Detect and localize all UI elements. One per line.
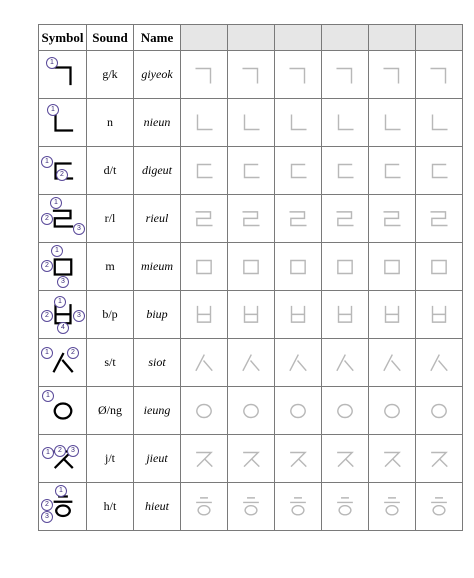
table-row — [39, 387, 463, 435]
trace-glyph — [379, 110, 405, 136]
header-blank — [228, 25, 275, 51]
trace-glyph — [285, 350, 311, 376]
trace-glyph — [332, 350, 358, 376]
trace-glyph — [379, 254, 405, 280]
stroke-order-badge: 3 — [73, 310, 85, 322]
trace-glyph — [191, 302, 217, 328]
stroke-order-badge: 4 — [57, 322, 69, 334]
symbol-cell — [39, 147, 87, 195]
trace-cell — [181, 99, 228, 147]
trace-cell — [322, 435, 369, 483]
trace-cell — [275, 51, 322, 99]
symbol-cell — [39, 291, 87, 339]
symbol-cell — [39, 243, 87, 291]
symbol-cell — [39, 99, 87, 147]
trace-glyph — [191, 254, 217, 280]
trace-glyph — [238, 350, 264, 376]
trace-glyph — [191, 158, 217, 184]
table-row — [39, 291, 463, 339]
trace-cell — [369, 195, 416, 243]
symbol-cell — [39, 195, 87, 243]
stroke-order-badge: 2 — [41, 213, 53, 225]
symbol-cell — [39, 339, 87, 387]
trace-cell — [181, 195, 228, 243]
trace-cell — [181, 243, 228, 291]
trace-cell — [416, 483, 463, 531]
name-cell: rieul — [134, 195, 181, 243]
name-cell: digeut — [134, 147, 181, 195]
trace-glyph — [191, 446, 217, 472]
stroke-order-badge: 2 — [54, 445, 66, 457]
stroke-order-badge: 1 — [41, 156, 53, 168]
trace-cell — [228, 51, 275, 99]
trace-glyph — [379, 350, 405, 376]
trace-glyph — [426, 62, 452, 88]
trace-glyph — [332, 494, 358, 520]
trace-cell — [369, 387, 416, 435]
table-row — [39, 435, 463, 483]
trace-glyph — [285, 302, 311, 328]
trace-glyph — [379, 62, 405, 88]
table-row — [39, 51, 463, 99]
trace-cell — [416, 195, 463, 243]
trace-cell — [275, 339, 322, 387]
trace-cell — [416, 243, 463, 291]
trace-glyph — [238, 206, 264, 232]
stroke-order-badge: 3 — [67, 445, 79, 457]
table-row — [39, 483, 463, 531]
trace-cell — [416, 435, 463, 483]
trace-glyph — [332, 110, 358, 136]
symbol-cell — [39, 387, 87, 435]
trace-glyph — [332, 254, 358, 280]
trace-glyph — [332, 62, 358, 88]
trace-glyph — [426, 158, 452, 184]
sound-cell: m — [87, 243, 134, 291]
trace-cell — [228, 99, 275, 147]
trace-glyph — [238, 110, 264, 136]
name-cell: hieut — [134, 483, 181, 531]
trace-cell — [181, 387, 228, 435]
trace-glyph — [191, 110, 217, 136]
table-row — [39, 99, 463, 147]
trace-glyph — [191, 398, 217, 424]
trace-glyph — [426, 446, 452, 472]
trace-cell — [369, 99, 416, 147]
trace-cell — [416, 51, 463, 99]
trace-glyph — [285, 206, 311, 232]
trace-cell — [275, 387, 322, 435]
trace-glyph — [191, 62, 217, 88]
trace-glyph — [332, 446, 358, 472]
trace-cell — [275, 195, 322, 243]
trace-glyph — [426, 254, 452, 280]
trace-cell — [181, 51, 228, 99]
sound-cell: h/t — [87, 483, 134, 531]
trace-cell — [228, 147, 275, 195]
header-blank — [181, 25, 228, 51]
stroke-order-badge: 1 — [42, 390, 54, 402]
sound-cell: g/k — [87, 51, 134, 99]
stroke-order-badge: 2 — [41, 310, 53, 322]
trace-cell — [181, 147, 228, 195]
sound-cell: n — [87, 99, 134, 147]
table-row — [39, 243, 463, 291]
trace-cell — [228, 483, 275, 531]
trace-glyph — [379, 494, 405, 520]
header-blank — [416, 25, 463, 51]
header-symbol: Symbol — [39, 25, 87, 51]
trace-glyph — [238, 158, 264, 184]
symbol-cell — [39, 483, 87, 531]
trace-cell — [228, 195, 275, 243]
trace-glyph — [379, 446, 405, 472]
trace-cell — [369, 483, 416, 531]
trace-glyph — [238, 446, 264, 472]
trace-cell — [369, 435, 416, 483]
stroke-order-badge: 1 — [41, 347, 53, 359]
trace-cell — [369, 291, 416, 339]
trace-cell — [228, 291, 275, 339]
header-blank — [369, 25, 416, 51]
sound-cell: j/t — [87, 435, 134, 483]
stroke-order-badge: 1 — [54, 296, 66, 308]
stroke-order-badge: 1 — [42, 447, 54, 459]
trace-cell — [228, 339, 275, 387]
stroke-order-badge: 2 — [67, 347, 79, 359]
trace-cell — [322, 339, 369, 387]
trace-glyph — [238, 494, 264, 520]
sound-cell: Ø/ng — [87, 387, 134, 435]
trace-cell — [322, 195, 369, 243]
trace-cell — [275, 291, 322, 339]
table-row — [39, 339, 463, 387]
trace-glyph — [379, 206, 405, 232]
name-cell: giyeok — [134, 51, 181, 99]
name-cell: nieun — [134, 99, 181, 147]
table-row — [39, 195, 463, 243]
trace-glyph — [285, 158, 311, 184]
trace-glyph — [285, 446, 311, 472]
name-cell: biup — [134, 291, 181, 339]
trace-cell — [322, 243, 369, 291]
stroke-order-badge: 1 — [51, 245, 63, 257]
stroke-order-badge: 3 — [57, 276, 69, 288]
stroke-order-badge: 2 — [41, 260, 53, 272]
trace-cell — [322, 387, 369, 435]
hangul-consonant-table — [38, 24, 463, 531]
symbol-cell — [39, 51, 87, 99]
trace-cell — [275, 435, 322, 483]
trace-glyph — [332, 158, 358, 184]
trace-glyph — [191, 206, 217, 232]
trace-cell — [369, 51, 416, 99]
trace-cell — [322, 99, 369, 147]
trace-cell — [369, 243, 416, 291]
sound-cell: s/t — [87, 339, 134, 387]
trace-glyph — [426, 494, 452, 520]
trace-glyph — [426, 206, 452, 232]
trace-cell — [416, 291, 463, 339]
trace-glyph — [238, 62, 264, 88]
trace-glyph — [332, 302, 358, 328]
header-row — [39, 25, 463, 51]
trace-glyph — [238, 302, 264, 328]
trace-cell — [275, 483, 322, 531]
trace-glyph — [379, 158, 405, 184]
header-sound: Sound — [87, 25, 134, 51]
name-cell: siot — [134, 339, 181, 387]
trace-glyph — [379, 302, 405, 328]
stroke-order-badge: 3 — [73, 223, 85, 235]
trace-cell — [322, 147, 369, 195]
trace-cell — [322, 291, 369, 339]
trace-cell — [228, 243, 275, 291]
trace-glyph — [238, 254, 264, 280]
trace-cell — [322, 51, 369, 99]
trace-glyph — [191, 494, 217, 520]
stroke-order-badge: 2 — [56, 169, 68, 181]
trace-glyph — [426, 398, 452, 424]
stroke-order-badge: 1 — [50, 197, 62, 209]
name-cell: ieung — [134, 387, 181, 435]
trace-cell — [275, 99, 322, 147]
stroke-order-badge: 1 — [47, 104, 59, 116]
trace-cell — [275, 243, 322, 291]
trace-cell — [181, 291, 228, 339]
trace-cell — [322, 483, 369, 531]
sound-cell: b/p — [87, 291, 134, 339]
trace-cell — [181, 483, 228, 531]
trace-cell — [416, 99, 463, 147]
trace-cell — [275, 147, 322, 195]
trace-cell — [181, 339, 228, 387]
name-cell: mieum — [134, 243, 181, 291]
trace-cell — [416, 339, 463, 387]
trace-glyph — [285, 254, 311, 280]
trace-cell — [416, 147, 463, 195]
trace-glyph — [191, 350, 217, 376]
trace-cell — [181, 435, 228, 483]
name-cell: jieut — [134, 435, 181, 483]
symbol-cell — [39, 435, 87, 483]
trace-glyph — [238, 398, 264, 424]
trace-glyph — [426, 110, 452, 136]
sound-cell: d/t — [87, 147, 134, 195]
header-blank — [322, 25, 369, 51]
stroke-order-badge: 1 — [55, 485, 67, 497]
trace-glyph — [426, 302, 452, 328]
sound-cell: r/l — [87, 195, 134, 243]
trace-cell — [228, 435, 275, 483]
trace-glyph — [332, 206, 358, 232]
trace-cell — [228, 387, 275, 435]
trace-glyph — [285, 62, 311, 88]
stroke-order-badge: 1 — [46, 57, 58, 69]
trace-cell — [416, 387, 463, 435]
stroke-order-badge: 2 — [41, 499, 53, 511]
trace-glyph — [379, 398, 405, 424]
table-row — [39, 147, 463, 195]
trace-cell — [369, 147, 416, 195]
trace-glyph — [332, 398, 358, 424]
trace-glyph — [285, 494, 311, 520]
trace-glyph — [285, 398, 311, 424]
stroke-order-badge: 3 — [41, 511, 53, 523]
trace-cell — [369, 339, 416, 387]
trace-glyph — [426, 350, 452, 376]
header-name: Name — [134, 25, 181, 51]
header-blank — [275, 25, 322, 51]
trace-glyph — [285, 110, 311, 136]
